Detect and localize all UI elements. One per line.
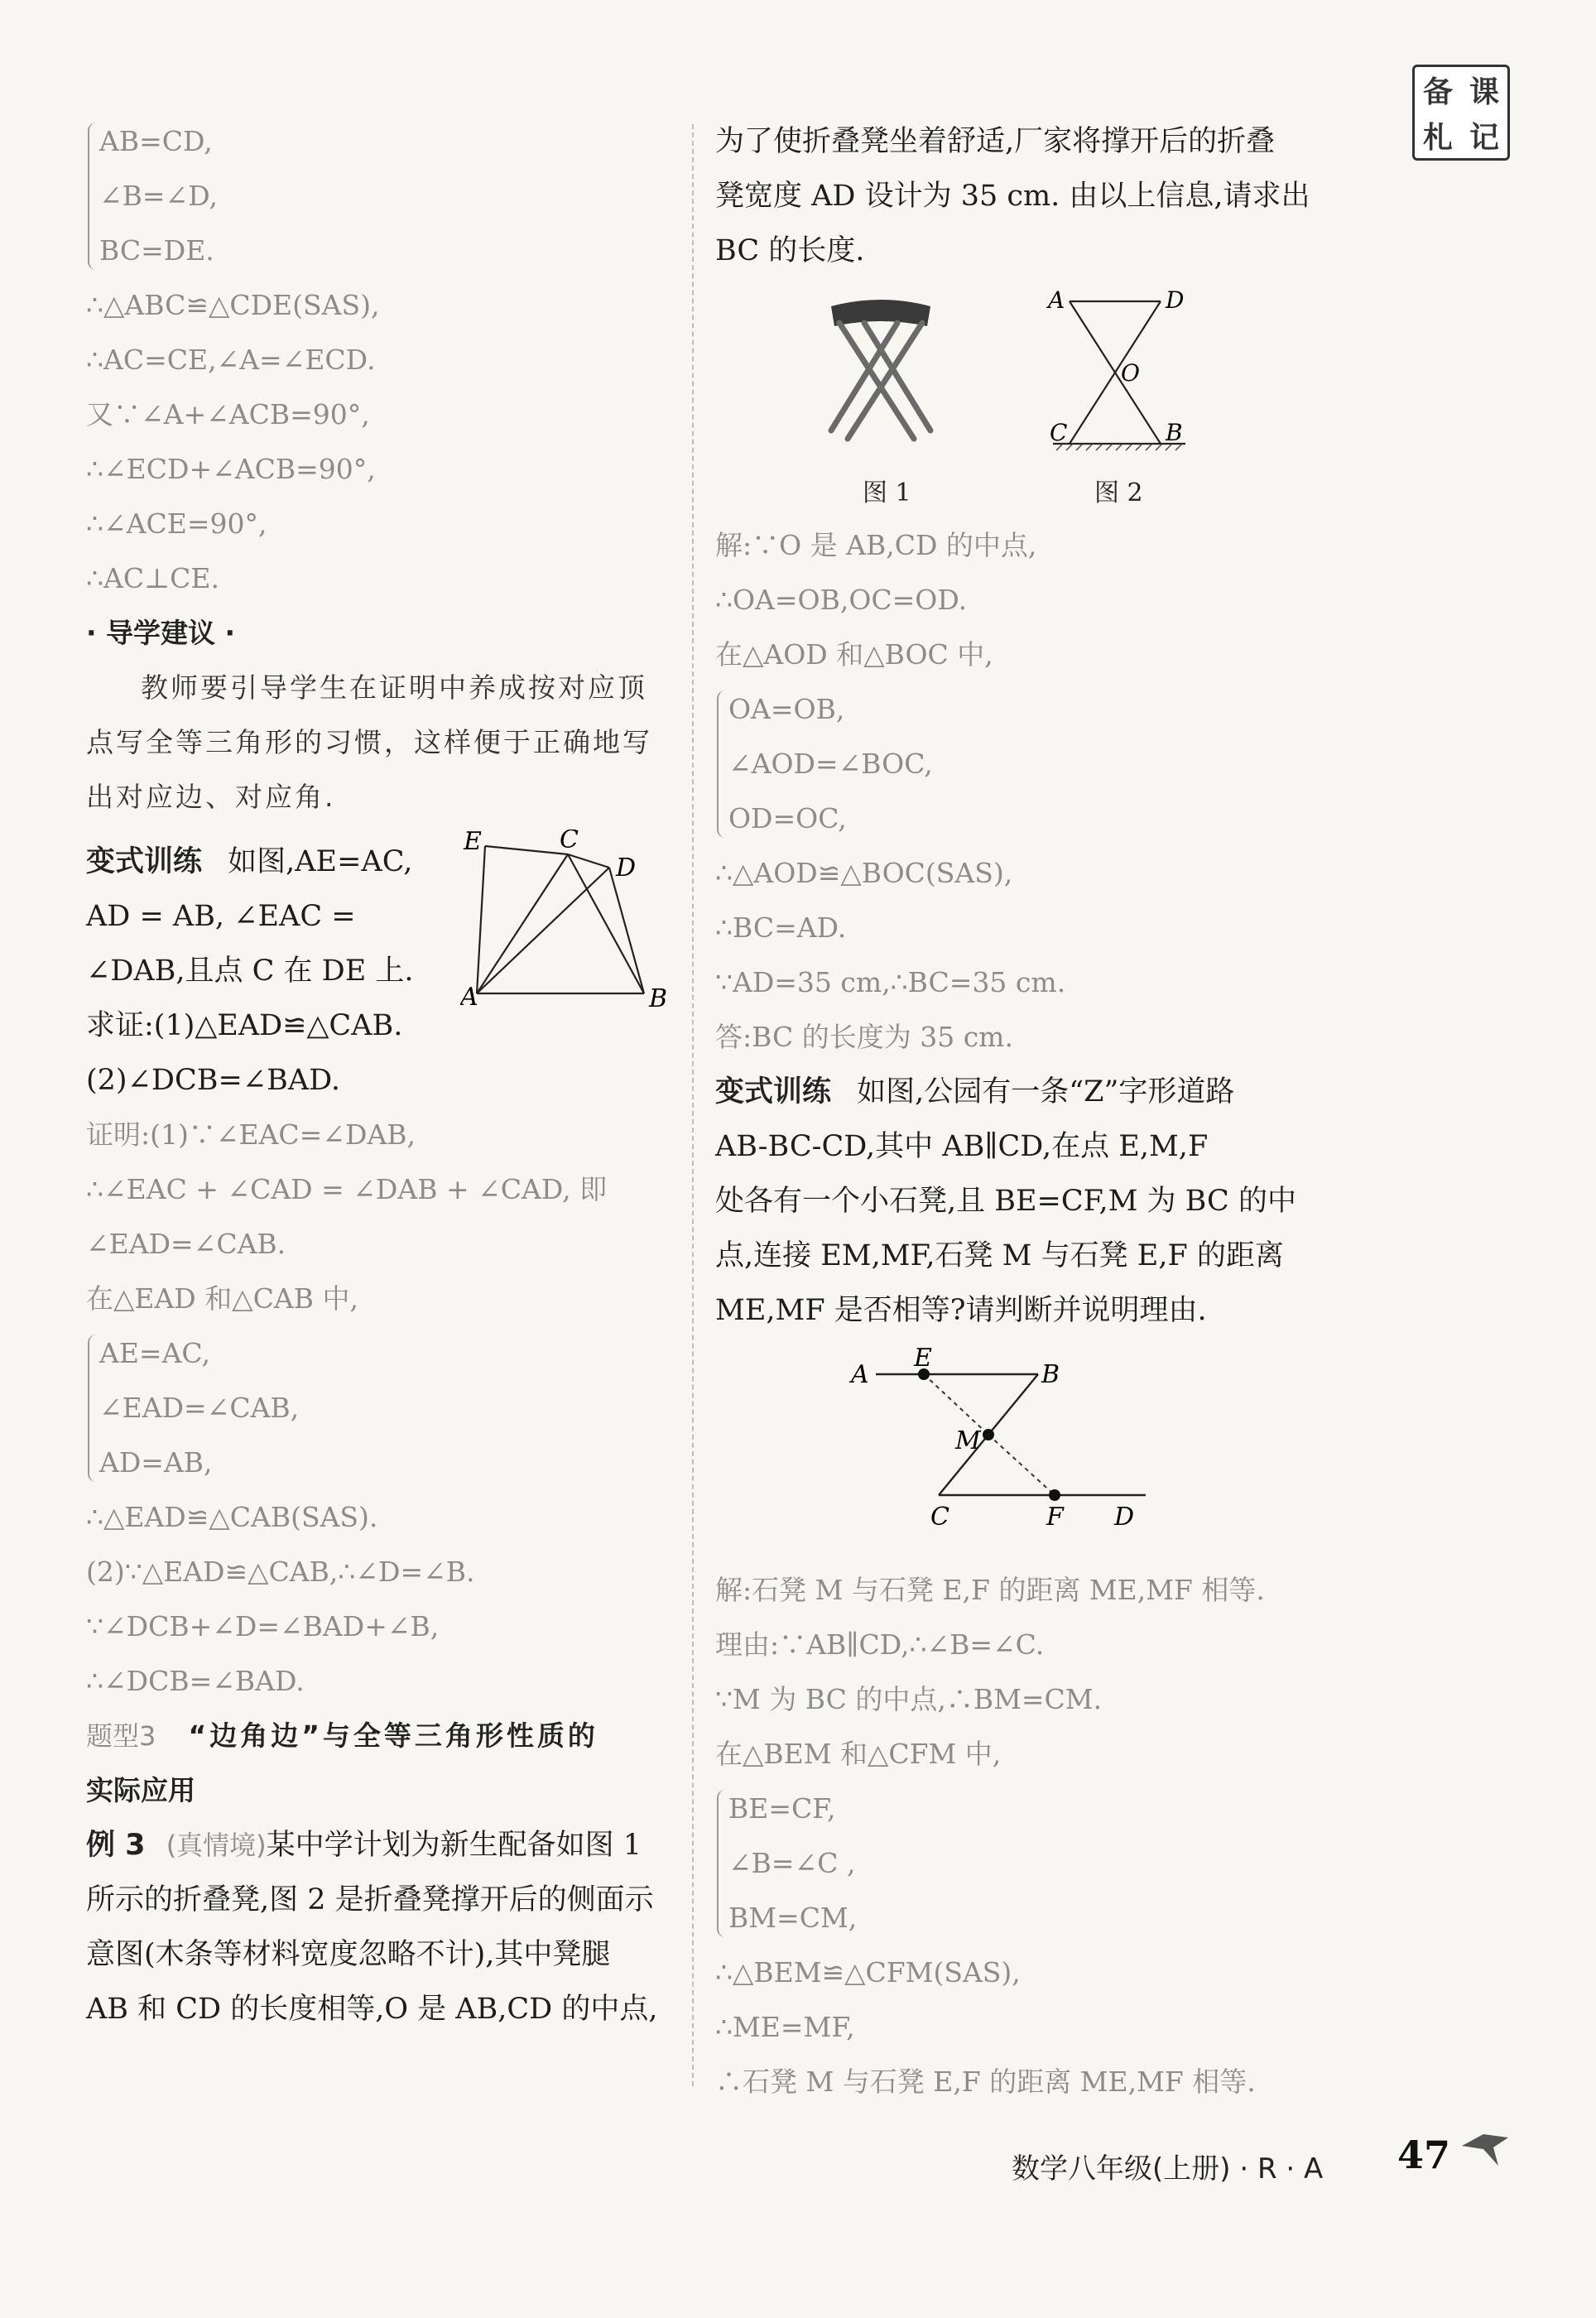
fig-label: O: [1121, 359, 1140, 387]
folding-stool-photo: [815, 290, 947, 455]
stamp-char: 札: [1422, 121, 1453, 155]
fig-label: B: [649, 984, 668, 1013]
variant1-line: (2)∠DCB=∠BAD.: [86, 1064, 341, 1097]
solution2-line: ∴ME=MF,: [715, 2011, 855, 2043]
proof-line: ∴△EAD≌△CAB(SAS).: [86, 1501, 378, 1533]
solution2-line: 在△BEM 和△CFM 中,: [715, 1738, 1002, 1770]
variant2-line: 点,连接 EM,MF,石凳 M 与石凳 E,F 的距离: [715, 1239, 1284, 1272]
example3-cont-line: 凳宽度 AD 设计为 35 cm. 由以上信息,请求出: [715, 180, 1310, 213]
brace-line: ∠EAD=∠CAB,: [99, 1392, 300, 1424]
type3-heading: [86, 1709, 675, 1763]
example3-line: 某中学计划为新生配备如图 1: [266, 1829, 642, 1862]
solution-line: ∴△AOD≌△BOC(SAS),: [715, 857, 1013, 889]
variant1-line: ∠DAB,且点 C 在 DE 上.: [86, 955, 414, 988]
fig-label: B: [1041, 1360, 1060, 1389]
fig-label: B: [1166, 419, 1183, 446]
column-divider: [692, 124, 694, 2086]
z-road-figure-block: [715, 1338, 1311, 1563]
brace-line: ∠B=∠D,: [99, 180, 218, 212]
solution-line: 解:∵O 是 AB,CD 的中点,: [715, 529, 1037, 561]
stamp-char: 课: [1469, 75, 1499, 109]
example3-tag: (真情境): [166, 1830, 267, 1861]
proof-line: ∵∠DCB+∠D=∠BAD+∠B,: [86, 1610, 440, 1642]
solution-line: 答:BC 的长度为 35 cm.: [715, 1021, 1013, 1053]
brace-line: AE=AC,: [99, 1337, 210, 1369]
example3-line: 所示的折叠凳,图 2 是折叠凳撑开后的侧面示: [86, 1883, 654, 1916]
fig-label: C: [560, 830, 579, 854]
variant2-label: 变式训练: [715, 1075, 832, 1109]
variant2-line: AB-BC-CD,其中 AB∥CD,在点 E,M,F: [715, 1130, 1209, 1163]
figure1-caption: 图 1: [863, 479, 911, 507]
guide-title: · 导学建议 ·: [86, 617, 236, 649]
triangle-figure-eacdb: [460, 830, 684, 1020]
stamp-char: 备: [1422, 75, 1453, 109]
guide-text: 教师要引导学生在证明中养成按对应顶点写全等三角形的习惯，这样便于正确地写出对应边、对应角.: [86, 671, 652, 813]
proof-line: 证明:(1)∵∠EAC=∠DAB,: [86, 1118, 416, 1151]
stool-side-view-diagram: [1036, 286, 1202, 460]
page-number: 47: [1397, 2133, 1451, 2177]
solution2-line: ∴△BEM≌△CFM(SAS),: [715, 1956, 1021, 1989]
proof-line: ∴∠EAC + ∠CAD = ∠DAB + ∠CAD, 即: [86, 1173, 608, 1205]
page-corner-ornament-icon: [1459, 2129, 1517, 2171]
brace-line: BE=CF,: [728, 1792, 836, 1825]
variant1-label: 变式训练: [86, 845, 203, 878]
solution-line: ∴OA=OB,OC=OD.: [715, 584, 968, 616]
brace-line: OA=OB,: [728, 693, 845, 725]
brace-line: OD=OC,: [728, 802, 847, 834]
brace-line: ∠AOD=∠BOC,: [728, 748, 933, 780]
type3-title-cont: 实际应用: [86, 1774, 195, 1806]
brace-line: BC=DE.: [99, 234, 214, 267]
fig-label: D: [1114, 1503, 1135, 1532]
example3-cont-line: BC 的长度.: [715, 234, 865, 267]
fig-label: E: [914, 1344, 932, 1373]
fig-label: C: [1050, 419, 1068, 446]
brace-line: AD=AB,: [99, 1446, 213, 1479]
example3-line: 意图(木条等材料宽度忽略不计),其中凳腿: [86, 1938, 611, 1971]
brace-line: BM=CM,: [728, 1902, 858, 1934]
proof-line: 在△EAD 和△CAB 中,: [86, 1282, 358, 1315]
proof-line: (2)∵△EAD≌△CAB,∴∠D=∠B.: [86, 1556, 475, 1588]
proof-line: ∴△ABC≌△CDE(SAS),: [86, 289, 380, 321]
variant1-block: [86, 830, 675, 1108]
variant1-line: 如图,AE=AC,: [228, 845, 413, 878]
fig-label: A: [1048, 286, 1065, 314]
proof-line: 又∵∠A+∠ACB=90°,: [86, 398, 370, 430]
solution2-line: ∴石凳 M 与石凳 E,F 的距离 ME,MF 相等.: [715, 2066, 1256, 2098]
example3-cont-line: 为了使折叠凳坐着舒适,厂家将撑开后的折叠: [715, 125, 1276, 158]
brace-line: AB=CD,: [99, 125, 213, 157]
type3-tag: 题型3: [86, 1720, 156, 1752]
solution2-line: 解:石凳 M 与石凳 E,F 的距离 ME,MF 相等.: [715, 1574, 1265, 1606]
proof-top-system: [86, 114, 675, 278]
proof-line: ∴AC=CE,∠A=∠ECD.: [86, 344, 376, 376]
proof-line: ∠EAD=∠CAB.: [86, 1228, 286, 1260]
example3-line: AB 和 CD 的长度相等,O 是 AB,CD 的中点,: [86, 1993, 658, 2026]
variant2-line: ME,MF 是否相等?请判断并说明理由.: [715, 1294, 1207, 1327]
solution-line: ∵AD=35 cm,∴BC=35 cm.: [715, 966, 1066, 998]
solution-line: 在△AOD 和△BOC 中,: [715, 638, 993, 671]
proof1-system: [86, 1326, 675, 1490]
solution2-line: 理由:∵AB∥CD,∴∠B=∠C.: [715, 1628, 1045, 1661]
solution-system: [715, 682, 1311, 846]
stamp-char: 记: [1469, 121, 1499, 155]
fig-label: M: [955, 1426, 981, 1455]
type3-title: “边角边”与全等三角形性质的: [188, 1719, 598, 1752]
lesson-notes-stamp: [1412, 65, 1510, 161]
proof-line: ∴∠ACE=90°,: [86, 507, 267, 540]
proof-line: ∴∠DCB=∠BAD.: [86, 1665, 305, 1697]
right-column: [715, 114, 1311, 2109]
fig-label: F: [1046, 1503, 1064, 1532]
brace-line: ∠B=∠C ,: [728, 1847, 856, 1879]
variant2-line: 如图,公园有一条“Z”字形道路: [857, 1075, 1235, 1109]
solution2-line: ∵M 为 BC 的中点,∴BM=CM.: [715, 1683, 1103, 1715]
solution2-system: [715, 1782, 1311, 1945]
variant1-line: AD = AB, ∠EAC =: [86, 900, 356, 933]
figure2-caption: 图 2: [1094, 479, 1143, 507]
fig-label: E: [464, 830, 482, 856]
proof-line: ∴AC⊥CE.: [86, 562, 219, 594]
fig-label: D: [1166, 286, 1185, 314]
left-column: [86, 114, 675, 2037]
book-title: 数学八年级(上册) · R · A: [1012, 2152, 1324, 2186]
stool-figures: [715, 278, 1311, 518]
fig-label: D: [616, 854, 637, 882]
proof-line: ∴∠ECD+∠ACB=90°,: [86, 453, 376, 485]
fig-label: C: [930, 1503, 949, 1532]
z-road-diagram: [848, 1344, 1195, 1551]
solution-line: ∴BC=AD.: [715, 911, 847, 944]
variant1-line: 求证:(1)△EAD≌△CAB.: [86, 1009, 403, 1042]
fig-label: A: [460, 983, 478, 1012]
variant2-line: 处各有一个小石凳,且 BE=CF,M 为 BC 的中: [715, 1185, 1296, 1218]
fig-label: A: [851, 1360, 869, 1389]
example3-label: 例 3: [86, 1829, 146, 1862]
